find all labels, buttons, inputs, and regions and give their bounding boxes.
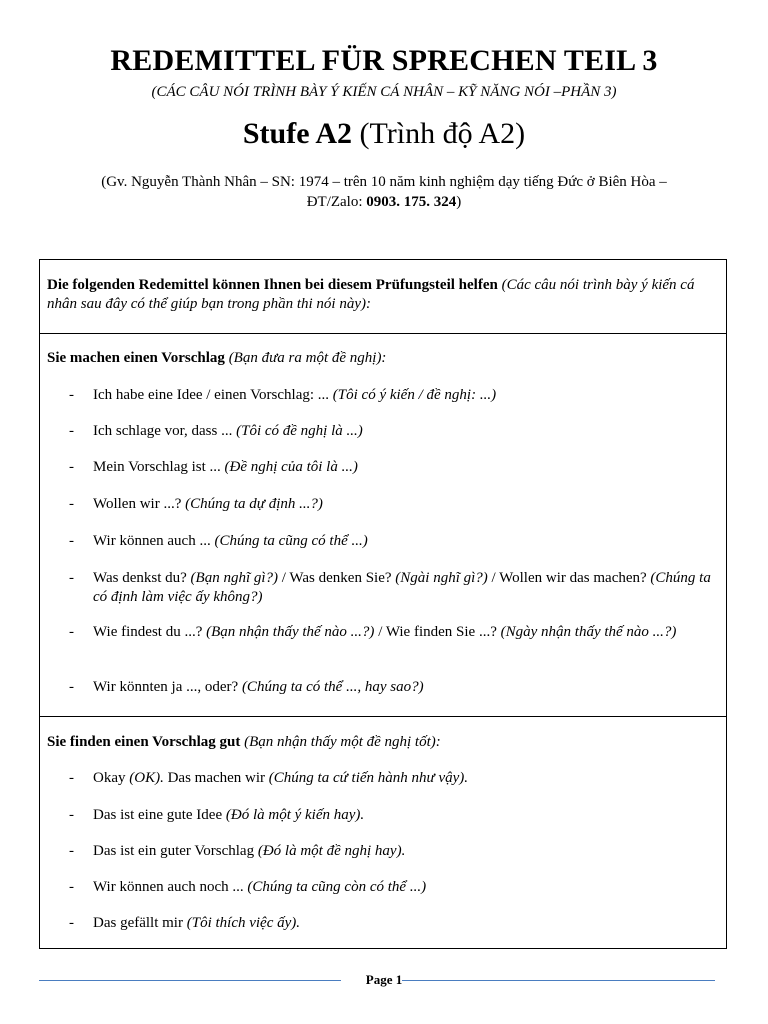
german-phrase: Wir können auch noch ... [93,879,248,895]
vietnamese-translation: (Chúng ta dự định ...?) [185,496,323,512]
vietnamese-translation: (Ngày nhận thấy thế nào ...?) [500,624,677,640]
vietnamese-translation: (Bạn nghĩ gì?) [190,570,279,586]
intro-italic: (Các câu nói trình bày ý kiến cá nhân sau đây có thể giúp bạn trong phần thi nói này): [47,277,695,312]
german-phrase: / Wollen wir das machen? [487,570,651,586]
german-phrase: Ich schlage vor, dass ... [93,423,237,439]
list-dash: - [69,570,74,586]
german-phrase: Mein Vorschlag ist ... [93,459,225,475]
list-dash: - [69,624,74,640]
intro-text [47,276,721,314]
vietnamese-translation: (Đề nghị của tôi là ...) [224,459,358,475]
vietnamese-translation: (Chúng ta có định làm việc ấy không?) [93,570,711,605]
vietnamese-translation: (Đó là một ý kiến hay). [225,807,365,823]
vietnamese-translation: (Ngài nghĩ gì?) [395,570,488,586]
section-heading [47,349,386,368]
german-phrase: Wie findest du ...? [93,624,207,640]
section-heading [47,733,441,752]
vietnamese-translation: (OK). [129,770,164,786]
level-heading [0,117,768,151]
list-dash: - [69,496,74,512]
author-line2-prefix: ĐT/Zalo: [306,194,367,210]
vietnamese-translation: (Chúng ta cứ tiến hành như vậy). [268,770,469,786]
document-title: REDEMITTEL FÜR SPRECHEN TEIL 3 [110,44,658,77]
list-dash: - [69,459,74,475]
list-dash: - [69,770,74,786]
intro-bold: Die folgenden Redemittel können Ihnen bei diesem Prüfungsteil helfen [47,277,498,293]
author-line2-suffix: ) [456,194,462,210]
german-phrase: Ich habe eine Idee / einen Vorschlag: ... [93,387,333,403]
german-phrase: Das gefällt mir [93,915,187,931]
approval-section [40,716,726,948]
vietnamese-translation: (Tôi có ý kiến / đề nghị: ...) [332,387,497,403]
german-phrase: Das ist eine gute Idee [93,807,226,823]
list-dash: - [69,915,74,931]
list-dash: - [69,423,74,439]
page-number: Page 1 [365,972,403,987]
author-line1: (Gv. Nguyễn Thành Nhân – SN: 1974 – trên 10 năm kinh nghiệm dạy tiếng Đức ở Biên Hòa – [101,174,667,190]
level-bold: Stufe A2 [242,117,353,150]
author-phone: 0903. 175. 324 [366,194,457,210]
german-phrase: Wollen wir ...? [93,496,186,512]
german-phrase: Wir könnten ja ..., oder? [93,679,242,695]
list-dash: - [69,879,74,895]
list-dash: - [69,387,74,403]
vietnamese-translation: (Tôi có đề nghị là ...) [236,423,363,439]
section-heading-italic: (Bạn nhận thấy một đề nghị tốt): [240,734,441,750]
german-phrase: / Was denken Sie? [278,570,396,586]
vietnamese-translation: (Chúng ta cũng có thể ...) [214,533,368,549]
document-subtitle: (CÁC CÂU NÓI TRÌNH BÀY Ý KIẾN CÁ NHÂN – KỸ NĂNG NÓI –PHẦN 3) [151,84,617,100]
vietnamese-translation: (Tôi thích việc ấy). [186,915,301,931]
german-phrase: Das machen wir [163,770,269,786]
list-dash: - [69,843,74,859]
content-table [39,259,727,949]
german-phrase: Das ist ein guter Vorschlag [93,843,258,859]
list-dash: - [69,533,74,549]
section-heading-bold: Sie finden einen Vorschlag gut [47,734,241,750]
level-rest: (Trình độ A2) [352,117,526,150]
intro-section [40,260,726,334]
section-heading-bold: Sie machen einen Vorschlag [47,350,225,366]
list-dash: - [69,679,74,695]
german-phrase: Okay [93,770,130,786]
vietnamese-translation: (Chúng ta cũng còn có thể ...) [247,879,427,895]
vietnamese-translation: (Đó là một đề nghị hay). [257,843,406,859]
german-phrase: Was denkst du? [93,570,191,586]
author-info [60,172,708,212]
vietnamese-translation: (Chúng ta có thể ..., hay sao?) [241,679,424,695]
german-phrase: Wir können auch ... [93,533,215,549]
vietnamese-translation: (Bạn nhận thấy thế nào ...?) [206,624,375,640]
section-heading-italic: (Bạn đưa ra một đề nghị): [224,350,387,366]
list-dash: - [69,807,74,823]
suggestion-section [40,333,726,717]
german-phrase: / Wie finden Sie ...? [374,624,501,640]
